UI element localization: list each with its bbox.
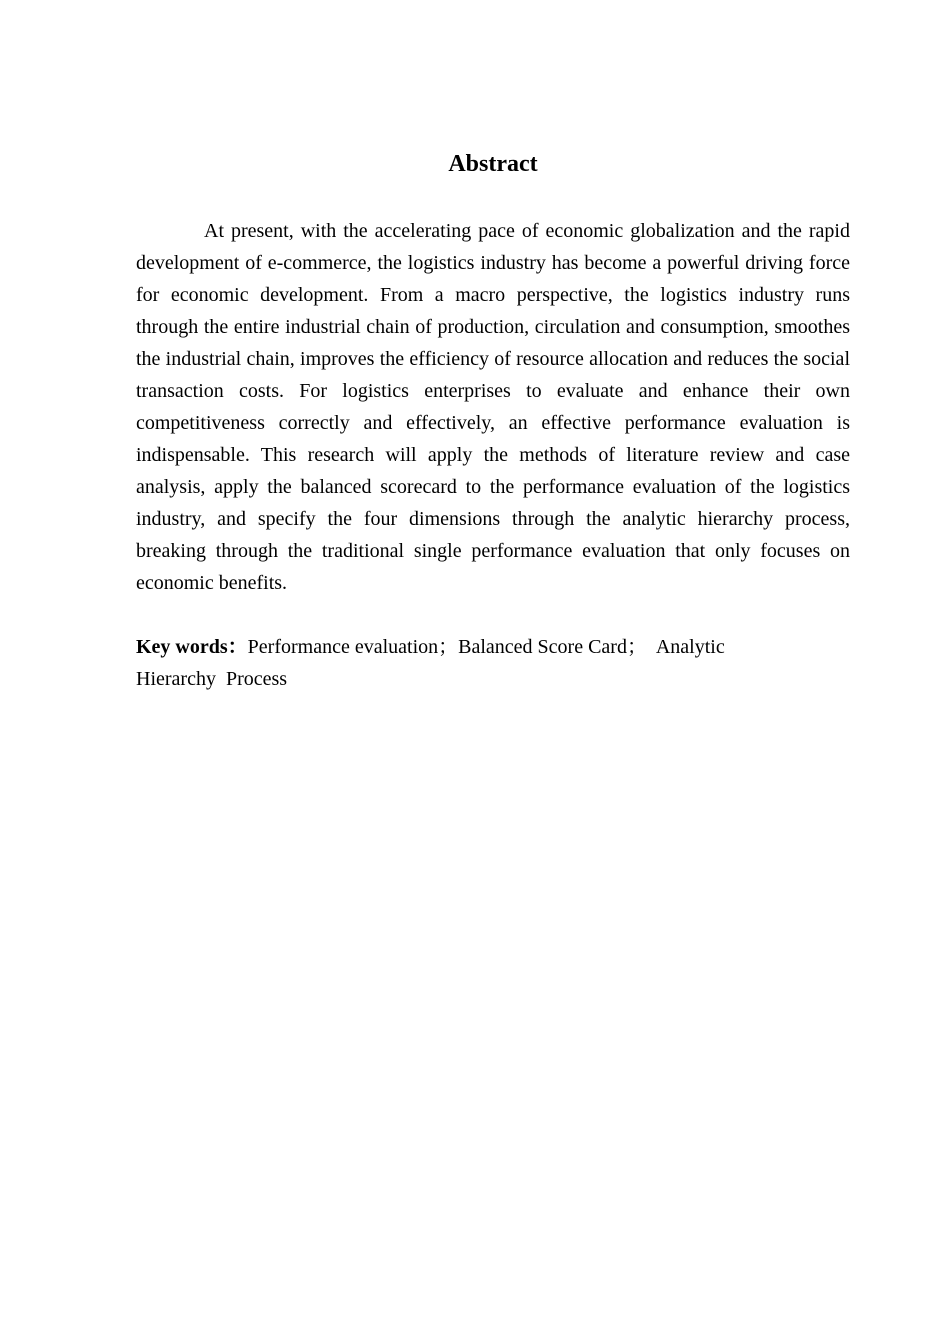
- abstract-section: [136, 148, 850, 695]
- keywords-text: Performance evaluation；Balanced Score Card； Analytic Hierarchy Process: [136, 636, 730, 690]
- keywords-line: [136, 631, 806, 695]
- abstract-title: Abstract: [448, 151, 538, 177]
- keywords-label: Key words：: [136, 636, 248, 658]
- abstract-body: At present, with the accelerating pace of economic globalization and the rapid development of e-commerce, the logistics industry has become a powerful driving force for economic development. From a macro perspective, the logistics industry runs through the entire industrial chain of production, circulation and consumption, smoothes the industrial chain, improves the efficiency of resource allocation and reduces the social transaction costs. For logistics enterprises to evaluate and enhance their own competitiveness correctly and effectively, an effective performance evaluation is indispensable. This research will apply the methods of literature review and case analysis, apply the balanced scorecard to the performance evaluation of the logistics industry, and specify the four dimensions through the analytic hierarchy process, breaking through the traditional single performance evaluation that only focuses on economic benefits.: [136, 220, 850, 594]
